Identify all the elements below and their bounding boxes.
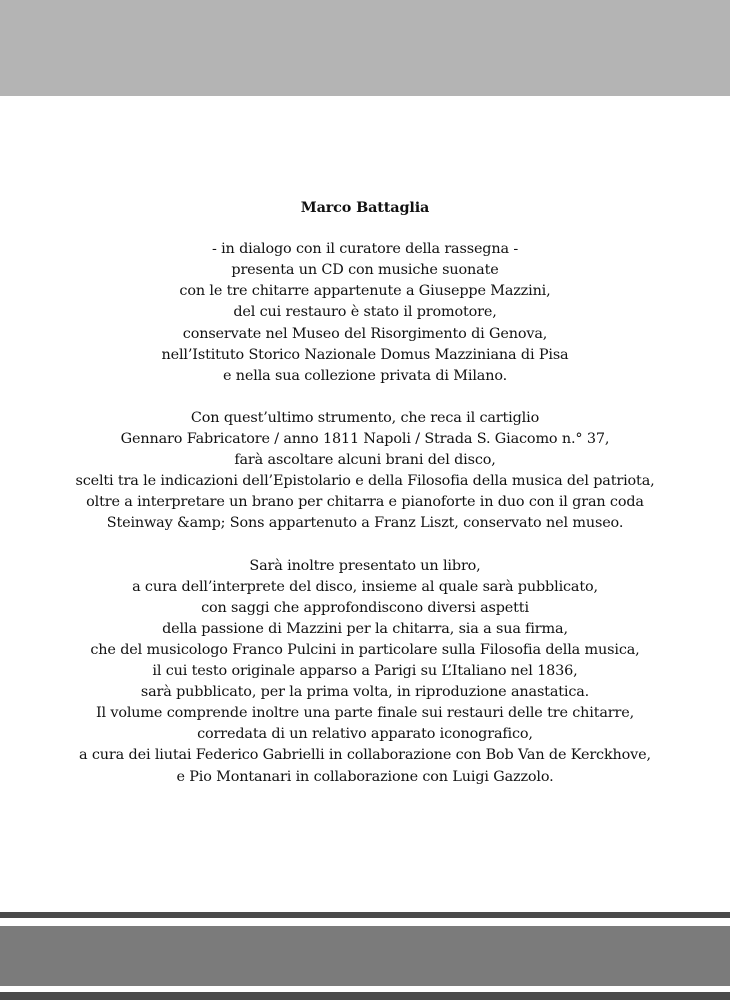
paragraph-instrument: [0, 408, 730, 535]
text-line: e Pio Montanari in collaborazione con Luigi Gazzolo.: [176, 768, 554, 785]
text-line: Sarà inoltre presentato un libro,: [249, 557, 481, 574]
text-line: a cura dell’interprete del disco, insieme al quale sarà pubblicato,: [132, 578, 598, 595]
text-line: scelti tra le indicazioni dell’Epistolario e della Filosofia della musica del patriota,: [75, 473, 655, 490]
bottom-gray-band: [0, 926, 730, 986]
author-name: Marco Battaglia: [300, 199, 430, 216]
text-line: presenta un CD con musiche suonate: [231, 262, 499, 279]
text-line: a cura dei liutai Federico Gabrielli in collaborazione con Bob Van de Kerckhove,: [79, 747, 651, 764]
text-line: nell’Istituto Storico Nazionale Domus Mazziniana di Pisa: [161, 346, 569, 363]
text-line: Il volume comprende inoltre una parte finale sui restauri delle tre chitarre,: [95, 705, 635, 722]
bottom-dark-stripe-lower: [0, 992, 730, 1000]
text-line: Con quest’ultimo strumento, che reca il cartiglio: [190, 409, 540, 426]
text-line: conservate nel Museo del Risorgimento di Genova,: [182, 325, 548, 342]
text-line: farà ascoltare alcuni brani del disco,: [234, 452, 496, 469]
paragraph-book: [0, 556, 730, 788]
text-line: con le tre chitarre appartenute a Giuseppe Mazzini,: [179, 283, 551, 300]
text-line: oltre a interpretare un brano per chitarra e pianoforte in duo con il gran coda: [86, 494, 644, 511]
paragraph-cd-presentation: [0, 239, 730, 387]
text-line: - in dialogo con il curatore della rassegna -: [211, 241, 519, 258]
top-gray-band: [0, 0, 730, 96]
text-line: e nella sua collezione privata di Milano.: [222, 367, 508, 384]
text-line: del cui restauro è stato il promotore,: [233, 304, 497, 321]
text-line: Gennaro Fabricatore / anno 1811 Napoli / Strada S. Giacomo n.° 37,: [120, 431, 610, 448]
text-line: della passione di Mazzini per la chitarra, sia a sua firma,: [162, 620, 568, 637]
bottom-dark-stripe-upper: [0, 912, 730, 918]
text-line: Steinway &amp; Sons appartenuto a Franz Liszt, conservato nel museo.: [106, 515, 624, 532]
text-line: corredata di un relativo apparato iconografico,: [197, 726, 533, 743]
text-line: sarà pubblicato, per la prima volta, in riproduzione anastatica.: [140, 684, 590, 701]
text-line: che del musicologo Franco Pulcini in particolare sulla Filosofia della musica,: [90, 641, 640, 658]
text-line: con saggi che approfondiscono diversi aspetti: [201, 599, 529, 616]
page-content: [0, 197, 730, 809]
text-line: il cui testo originale apparso a Parigi su L’Italiano nel 1836,: [152, 663, 578, 680]
